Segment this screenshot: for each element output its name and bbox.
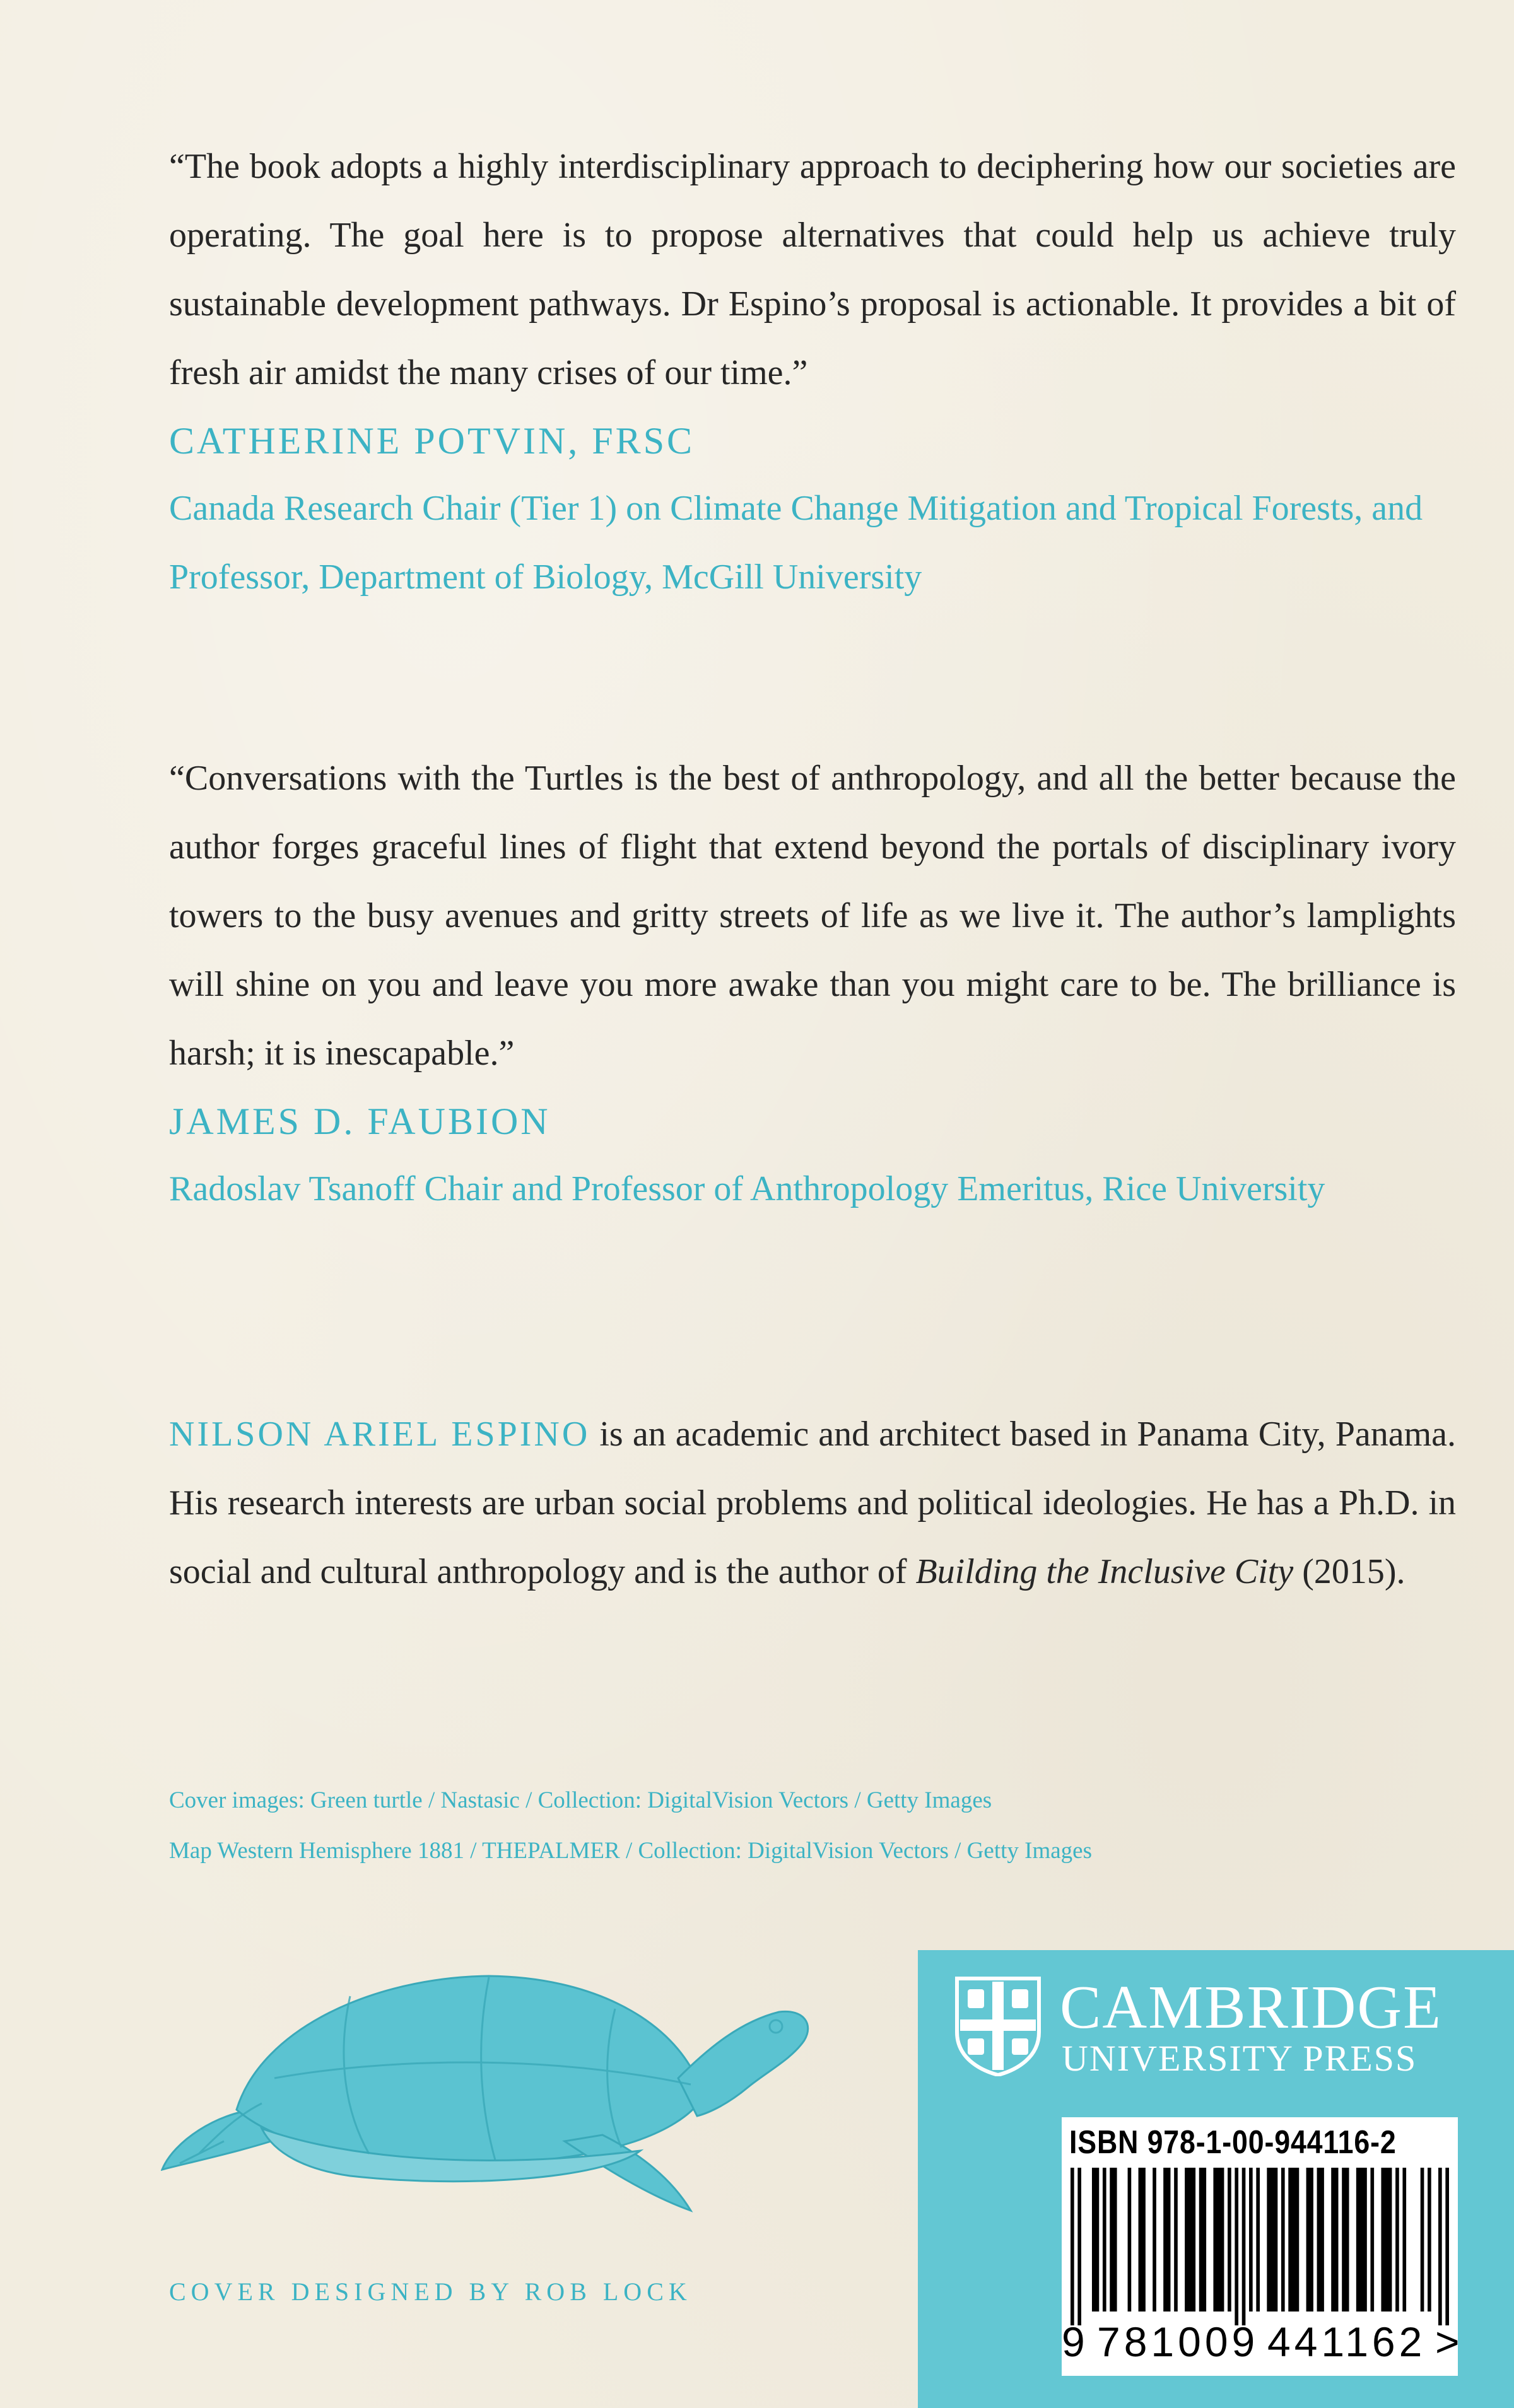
- credit-line: Cover images: Green turtle / Nastasic / Collection: DigitalVision Vectors / Getty Images: [169, 1787, 992, 1813]
- barcode-bar: [1092, 2168, 1099, 2312]
- barcode-bar: [1185, 2168, 1195, 2312]
- barcode-bar: [1174, 2168, 1178, 2312]
- barcode-bar: [1438, 2168, 1442, 2325]
- barcode-bar: [1128, 2168, 1132, 2312]
- barcode-bar: [1077, 2168, 1081, 2325]
- barcode-bar: [1242, 2168, 1246, 2325]
- barcode-bar: [1199, 2168, 1206, 2312]
- barcode-bar: [1267, 2168, 1277, 2312]
- barcode-bar: [1381, 2168, 1392, 2312]
- barcode-digits: [1062, 2318, 1458, 2368]
- barcode-bar: [1317, 2168, 1324, 2312]
- author-name: NILSON ARIEL ESPINO: [169, 1415, 590, 1454]
- barcode-left-group: 781009: [1097, 2318, 1259, 2365]
- book-title: Building the Inclusive City: [915, 1552, 1294, 1591]
- barcode-bar: [1163, 2168, 1170, 2312]
- cover-designer-credit: COVER DESIGNED BY ROB LOCK: [169, 2277, 692, 2306]
- publisher-name: CAMBRIDGE: [1060, 1973, 1443, 2042]
- image-credits: [169, 1775, 1456, 1876]
- isbn-label: ISBN 978-1-00-944116-2: [1069, 2124, 1397, 2161]
- turtle-front-flipper: [565, 2135, 691, 2211]
- turtle-head: [678, 2011, 808, 2116]
- turtle-illustration: [161, 1952, 814, 2217]
- author-bio-text: [169, 1400, 1456, 1606]
- barcode-bar: [1331, 2168, 1338, 2312]
- bio-text-part: is an academic and architect based in Panama City, Panama. His research interests are urban social problems and political ideologies. He has a Ph.D. in social and cultural anthropology and is the author of: [169, 1415, 1456, 1591]
- barcode-bar: [1356, 2168, 1367, 2312]
- author-bio: [169, 1400, 1456, 1606]
- barcode-bar: [1139, 2168, 1146, 2312]
- reviewer-name: CATHERINE POTVIN, FRSC: [169, 420, 695, 462]
- barcode-bar: [1342, 2168, 1349, 2312]
- review-quote: “Conversations with the Turtles is the best of anthropology, and all the better because the author forges graceful lines of flight that extend beyond the portals of disciplinary ivory towers to the busy avenues and gritty streets of life as we live it. The author’s lamplights will shine on you and leave you more awake than you might care to be. The brilliance is harsh; it is inescapable.”: [169, 759, 1456, 1073]
- bio-text-part: (2015).: [1293, 1552, 1405, 1591]
- barcode-bar: [1256, 2168, 1260, 2312]
- credit-line: Map Western Hemisphere 1881 / THEPALMER / Collection: DigitalVision Vectors / Getty Images: [169, 1838, 1092, 1864]
- barcode-bar: [1428, 2168, 1431, 2312]
- reviewer-affiliation: Canada Research Chair (Tier 1) on Climate Change Mitigation and Tropical Forests, and Professor, Department of Biology, McGill University: [169, 489, 1423, 597]
- barcode-right-group: 441162: [1267, 2318, 1426, 2365]
- review-1: [169, 132, 1456, 612]
- barcode-bar: [1370, 2168, 1374, 2312]
- publisher-panel: [918, 1950, 1514, 2408]
- barcode-bar: [1213, 2168, 1224, 2312]
- isbn-barcode: [1062, 2117, 1458, 2376]
- reviewer-affiliation: Radoslav Tsanoff Chair and Professor of Anthropology Emeritus, Rice University: [169, 1169, 1325, 1208]
- barcode-bar: [1288, 2168, 1299, 2312]
- barcode-bars: [1071, 2168, 1449, 2325]
- barcode-bar: [1445, 2168, 1449, 2325]
- review-2: [169, 744, 1456, 1224]
- barcode-bar: [1306, 2168, 1313, 2312]
- review-quote: “The book adopts a highly interdisciplinary approach to deciphering how our societies are operating. The goal here is to propose alternatives that could help us achieve truly sustainable development pathways. Dr Espino’s proposal is actionable. It provides a bit of fresh air amidst the many crises of our time.”: [169, 147, 1456, 392]
- barcode-bar: [1103, 2168, 1106, 2312]
- barcode-bar: [1110, 2168, 1117, 2312]
- barcode-bar: [1235, 2168, 1238, 2325]
- barcode-bar: [1395, 2168, 1399, 2312]
- cambridge-crest-icon: [954, 1975, 1042, 2076]
- barcode-bar: [1402, 2168, 1406, 2312]
- barcode-bar: [1228, 2168, 1231, 2312]
- publisher-subtitle: UNIVERSITY PRESS: [1062, 2038, 1417, 2079]
- barcode-lead-digit: 9: [1062, 2318, 1085, 2365]
- barcode-bar: [1071, 2168, 1074, 2325]
- reviewer-name: JAMES D. FAUBION: [169, 1101, 551, 1142]
- barcode-bar: [1281, 2168, 1285, 2312]
- barcode-bar: [1153, 2168, 1156, 2312]
- turtle-shell: [237, 1976, 703, 2163]
- barcode-quiet-mark: >: [1435, 2318, 1460, 2365]
- barcode-bar: [1249, 2168, 1253, 2312]
- barcode-bar: [1421, 2168, 1424, 2312]
